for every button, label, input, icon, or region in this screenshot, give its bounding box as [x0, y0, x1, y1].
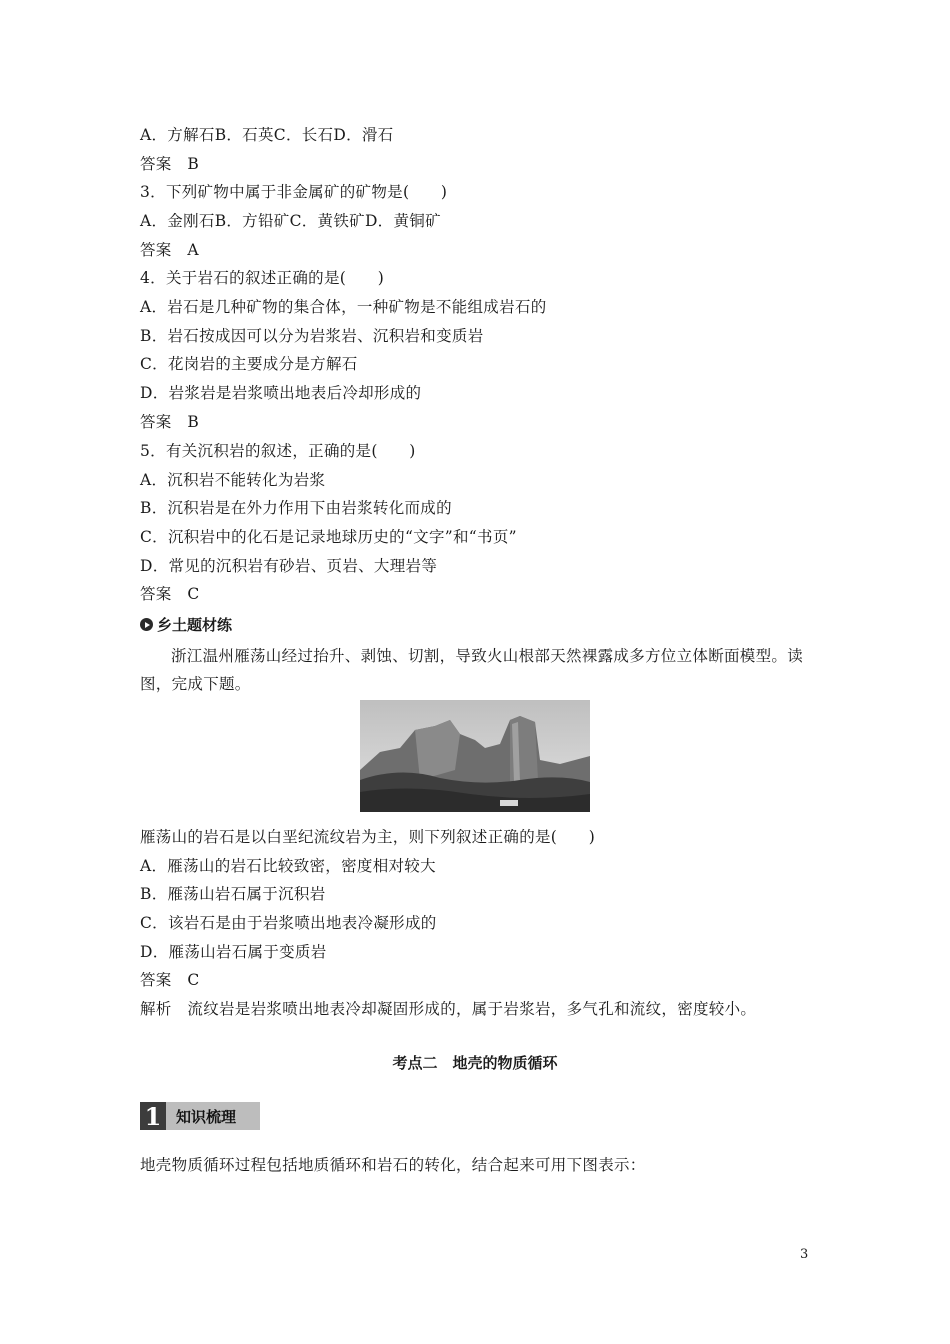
question-3: 3．下列矿物中属于非金属矿的矿物是( ): [140, 183, 448, 201]
closing-line: 地壳物质循环过程包括地质循环和岩石的转化，结合起来可用下图表示：: [140, 1156, 646, 1174]
knowledge-number: 1: [140, 1102, 166, 1130]
option-line: A．沉积岩不能转化为岩浆: [140, 471, 326, 489]
option-line: B．沉积岩是在外力作用下由岩浆转化而成的: [140, 499, 452, 517]
page-number: 3: [800, 1247, 809, 1262]
question-stem: 雁荡山的岩石是以白垩纪流纹岩为主，则下列叙述正确的是( ): [140, 828, 596, 846]
mountain-photo: [360, 700, 590, 812]
answer-line: 答案 B: [140, 155, 200, 173]
play-circle-icon: [140, 618, 153, 631]
answer-line: 答案 B: [140, 413, 200, 431]
section-label-text: 乡土题材练: [157, 616, 233, 634]
option-line: B．岩石按成因可以分为岩浆岩、沉积岩和变质岩: [140, 327, 484, 345]
answer-line: 答案 C: [140, 971, 200, 989]
section-heading: 考点二 地壳的物质循环: [392, 1054, 558, 1072]
option-line: C．花岗岩的主要成分是方解石: [140, 355, 358, 373]
option-line: D．常见的沉积岩有砂岩、页岩、大理岩等: [140, 557, 438, 575]
option-line: A．雁荡山的岩石比较致密，密度相对较大: [140, 857, 436, 875]
option-line: D．岩浆岩是岩浆喷出地表后冷却形成的: [140, 384, 422, 402]
option-line: C．该岩石是由于岩浆喷出地表冷凝形成的: [140, 914, 437, 932]
knowledge-label: 知识梳理: [176, 1107, 237, 1126]
answer-line: 答案 A: [140, 241, 199, 259]
option-line: A．金刚石B．方铅矿C．黄铁矿D．黄铜矿: [140, 212, 441, 230]
option-line: A．方解石B．石英C．长石D．滑石: [140, 126, 394, 144]
option-line: A．岩石是几种矿物的集合体，一种矿物是不能组成岩石的: [140, 298, 547, 316]
answer-line: 答案 C: [140, 585, 200, 603]
question-5: 5．有关沉积岩的叙述，正确的是( ): [140, 442, 416, 460]
knowledge-box: [140, 1102, 260, 1130]
option-line: C．沉积岩中的化石是记录地球历史的“文字”和“书页”: [140, 528, 517, 546]
question-4: 4．关于岩石的叙述正确的是( ): [140, 269, 385, 287]
explanation-line: 解析 流纹岩是岩浆喷出地表冷却凝固形成的，属于岩浆岩，多气孔和流纹，密度较小。: [140, 1000, 757, 1018]
option-line: D．雁荡山岩石属于变质岩: [140, 943, 327, 961]
intro-paragraph: 浙江温州雁荡山经过抬升、剥蚀、切割，导致火山根部天然裸露成多方位立体断面模型。读图，完成下题。: [140, 647, 804, 693]
section-label: [140, 614, 232, 635]
option-line: B．雁荡山岩石属于沉积岩: [140, 885, 326, 903]
